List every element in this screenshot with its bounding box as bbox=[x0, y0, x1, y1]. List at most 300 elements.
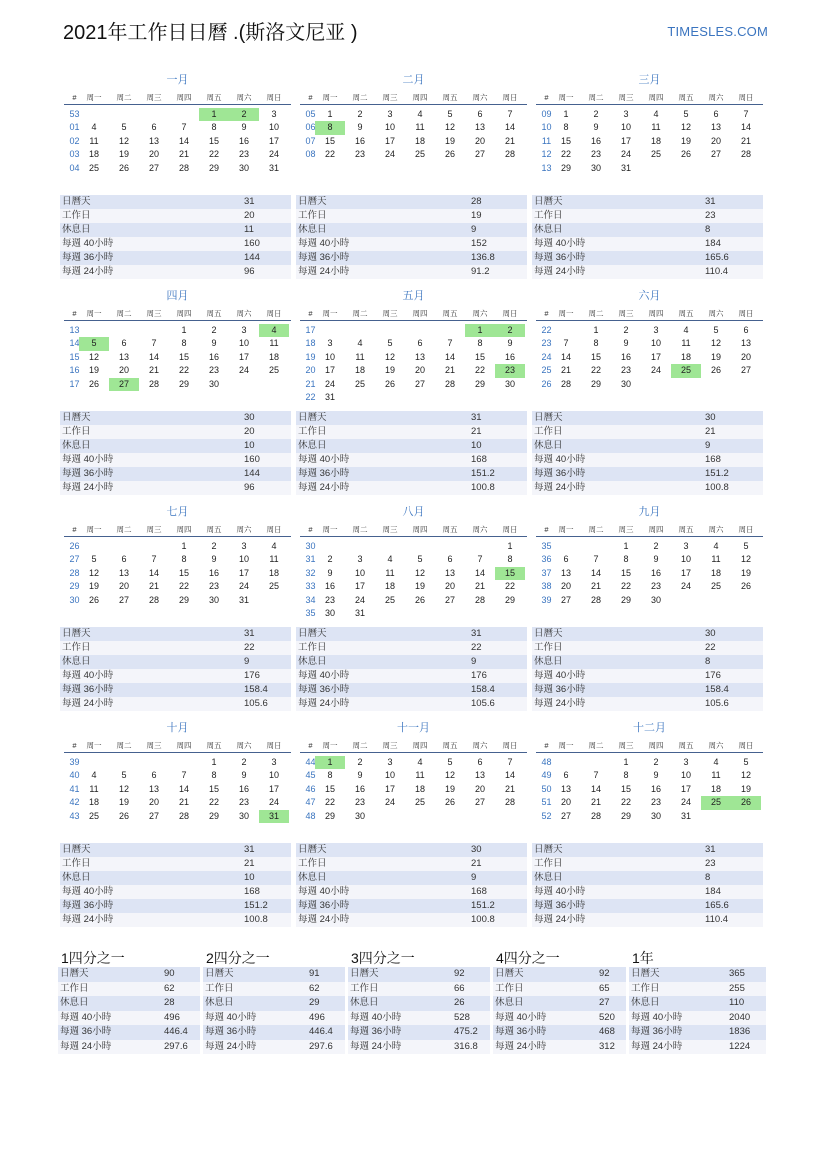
day-cell: 4 bbox=[387, 554, 393, 565]
week-number-header: # bbox=[72, 93, 77, 102]
summary-row bbox=[296, 481, 527, 495]
summary-row bbox=[348, 1025, 490, 1040]
week-row bbox=[64, 351, 291, 364]
day-cell: 30 bbox=[354, 810, 365, 821]
day-cell: 9 bbox=[623, 338, 629, 349]
summary-value: 160 bbox=[244, 454, 260, 465]
summary-row bbox=[296, 223, 527, 237]
summary-row bbox=[296, 885, 527, 899]
summary-label: 每週 24小時 bbox=[631, 1040, 683, 1052]
weekday-header: 周六 bbox=[236, 525, 252, 534]
summary-row bbox=[60, 641, 291, 655]
day-cell: 29 bbox=[560, 162, 571, 173]
weekday-header: 周日 bbox=[266, 309, 282, 318]
month-title: 十二月 bbox=[633, 722, 666, 734]
summary-value: 10 bbox=[471, 440, 482, 451]
summary-value: 31 bbox=[705, 196, 716, 207]
weekday-header: 周六 bbox=[236, 93, 252, 102]
summary-label: 日曆天 bbox=[350, 968, 379, 979]
week-number-header: # bbox=[544, 741, 549, 750]
day-cell: 9 bbox=[241, 122, 247, 133]
weekday-header: 周六 bbox=[472, 309, 488, 318]
summary-label: 每週 36小時 bbox=[534, 684, 586, 695]
weekday-header: 周一 bbox=[322, 741, 338, 750]
day-cell: 12 bbox=[740, 554, 751, 565]
summary-label: 每週 24小時 bbox=[62, 698, 114, 709]
summary-value: 110.4 bbox=[705, 266, 729, 277]
day-cell: 24 bbox=[680, 581, 691, 592]
day-cell: 13 bbox=[710, 122, 721, 133]
weekday-header: 周一 bbox=[322, 525, 338, 534]
summary-row bbox=[60, 481, 291, 495]
summary-row bbox=[296, 627, 527, 641]
day-cell: 2 bbox=[623, 325, 629, 335]
weekday-header: 周五 bbox=[678, 525, 694, 534]
week-row bbox=[300, 135, 527, 148]
holiday-day-cell: 31 bbox=[259, 810, 289, 823]
week-row bbox=[536, 108, 763, 121]
summary-value: 92 bbox=[454, 968, 465, 979]
summary-value: 31 bbox=[471, 628, 482, 639]
summary-row bbox=[203, 1040, 345, 1055]
day-cell: 6 bbox=[121, 338, 127, 349]
summary-label: 每週 40小時 bbox=[60, 1011, 112, 1023]
quarter-title: 1四分之一 bbox=[61, 950, 125, 966]
day-cell: 5 bbox=[417, 554, 423, 565]
month-summary-table bbox=[532, 627, 763, 711]
summary-label: 日曆天 bbox=[534, 844, 563, 855]
day-cell: 29 bbox=[178, 378, 189, 389]
quarter-summary-table bbox=[493, 967, 626, 1054]
day-cell: 28 bbox=[504, 797, 515, 808]
holiday-day-cell: 26 bbox=[731, 796, 761, 809]
summary-label: 工作日 bbox=[298, 858, 327, 869]
day-cell: 22 bbox=[178, 365, 189, 376]
summary-row bbox=[629, 1040, 766, 1055]
week-row bbox=[300, 783, 527, 796]
month-block-12 bbox=[536, 720, 763, 927]
day-cell: 3 bbox=[387, 757, 393, 767]
weekday-header: 周六 bbox=[708, 525, 724, 534]
week-row bbox=[536, 135, 763, 148]
day-cell: 16 bbox=[324, 581, 335, 592]
day-cell: 8 bbox=[211, 122, 217, 133]
month-summary-table bbox=[532, 843, 763, 927]
summary-value: 144 bbox=[244, 252, 260, 263]
day-cell: 18 bbox=[650, 135, 661, 146]
day-cell: 8 bbox=[623, 770, 629, 781]
day-cell: 31 bbox=[354, 608, 365, 618]
day-cell: 30 bbox=[504, 378, 515, 389]
summary-row bbox=[348, 1040, 490, 1055]
week-row bbox=[64, 553, 291, 566]
day-cell: 28 bbox=[178, 810, 189, 821]
day-cell: 25 bbox=[650, 149, 661, 160]
day-cell: 3 bbox=[683, 541, 689, 551]
week-number-header: # bbox=[544, 309, 549, 318]
week-number: 30 bbox=[69, 594, 80, 605]
day-cell: 14 bbox=[474, 567, 485, 578]
summary-value: 255 bbox=[729, 982, 745, 994]
day-cell: 26 bbox=[88, 378, 99, 389]
weekday-header: 周三 bbox=[382, 525, 398, 534]
day-cell: 4 bbox=[713, 757, 719, 767]
summary-label: 休息日 bbox=[534, 224, 563, 235]
summary-label: 每週 36小時 bbox=[62, 252, 114, 263]
weekday-header: 周二 bbox=[352, 741, 368, 750]
weekday-header: 周日 bbox=[738, 525, 754, 534]
summary-value: 91 bbox=[309, 968, 320, 979]
day-cell: 22 bbox=[178, 581, 189, 592]
summary-label: 每週 24小時 bbox=[534, 698, 586, 709]
day-cell: 10 bbox=[268, 122, 279, 133]
week-row bbox=[536, 337, 763, 350]
weekday-header: 周四 bbox=[648, 309, 664, 318]
day-cell: 27 bbox=[148, 810, 159, 821]
summary-value: 158.4 bbox=[705, 684, 729, 695]
day-cell: 4 bbox=[713, 541, 719, 551]
summary-value: 23 bbox=[705, 210, 716, 221]
summary-row bbox=[348, 1011, 490, 1026]
month-title: 四月 bbox=[166, 290, 189, 302]
day-cell: 15 bbox=[590, 351, 601, 362]
summary-label: 每週 40小時 bbox=[298, 238, 350, 249]
day-cell: 23 bbox=[354, 149, 365, 160]
summary-value: 31 bbox=[244, 844, 255, 855]
summary-value: 168 bbox=[471, 886, 487, 897]
day-cell: 14 bbox=[740, 122, 751, 133]
month-block-8 bbox=[300, 504, 527, 711]
week-number: 13 bbox=[541, 162, 552, 173]
day-cell: 17 bbox=[680, 567, 691, 578]
day-cell: 24 bbox=[238, 365, 249, 376]
summary-label: 每週 24小時 bbox=[298, 482, 350, 493]
day-cell: 1 bbox=[211, 757, 217, 767]
day-cell: 26 bbox=[414, 594, 425, 605]
summary-value: 297.6 bbox=[164, 1040, 188, 1052]
week-number: 31 bbox=[305, 554, 316, 565]
week-number: 45 bbox=[305, 770, 316, 781]
week-number: 22 bbox=[541, 325, 552, 335]
holiday-day-cell: 8 bbox=[315, 121, 345, 134]
day-cell: 22 bbox=[474, 365, 485, 376]
week-number: 17 bbox=[69, 378, 80, 389]
summary-label: 休息日 bbox=[495, 997, 524, 1008]
summary-row bbox=[60, 411, 291, 425]
summary-row bbox=[60, 195, 291, 209]
day-cell: 17 bbox=[268, 783, 279, 794]
day-cell: 9 bbox=[507, 338, 513, 349]
day-cell: 4 bbox=[357, 338, 363, 349]
day-cell: 5 bbox=[743, 757, 749, 767]
day-cell: 25 bbox=[268, 581, 279, 592]
day-cell: 22 bbox=[620, 797, 631, 808]
summary-value: 496 bbox=[309, 1011, 325, 1023]
summary-value: 20 bbox=[244, 426, 255, 437]
weekday-header: 周五 bbox=[206, 525, 222, 534]
day-cell: 13 bbox=[118, 567, 129, 578]
summary-row bbox=[296, 439, 527, 453]
day-cell: 31 bbox=[680, 810, 691, 821]
day-cell: 16 bbox=[354, 135, 365, 146]
day-cell: 22 bbox=[324, 149, 335, 160]
summary-row bbox=[60, 251, 291, 265]
summary-value: 21 bbox=[471, 858, 482, 869]
summary-row bbox=[532, 871, 763, 885]
summary-value: 176 bbox=[471, 670, 487, 681]
summary-label: 每週 36小時 bbox=[534, 468, 586, 479]
day-cell: 5 bbox=[121, 122, 127, 133]
day-cell: 16 bbox=[208, 567, 219, 578]
day-cell: 28 bbox=[148, 378, 159, 389]
day-cell: 2 bbox=[653, 757, 659, 767]
weekday-header: 周六 bbox=[236, 309, 252, 318]
day-cell: 1 bbox=[623, 757, 629, 767]
day-cell: 15 bbox=[178, 351, 189, 362]
summary-label: 每週 40小時 bbox=[205, 1011, 257, 1023]
summary-label: 每週 40小時 bbox=[534, 670, 586, 681]
summary-row bbox=[493, 982, 626, 997]
summary-value: 136.8 bbox=[471, 252, 495, 263]
summary-row bbox=[60, 223, 291, 237]
week-number: 22 bbox=[305, 392, 316, 402]
day-cell: 2 bbox=[211, 325, 217, 335]
day-cell: 28 bbox=[590, 594, 601, 605]
day-cell: 9 bbox=[593, 122, 599, 133]
weekday-header: 周二 bbox=[588, 741, 604, 750]
day-cell: 24 bbox=[238, 581, 249, 592]
summary-value: 168 bbox=[244, 886, 260, 897]
week-number: 03 bbox=[69, 149, 80, 160]
day-cell: 14 bbox=[560, 351, 571, 362]
week-row bbox=[300, 607, 527, 620]
day-cell: 4 bbox=[271, 541, 277, 551]
day-cell: 7 bbox=[507, 757, 513, 767]
day-cell: 12 bbox=[740, 770, 751, 781]
summary-row bbox=[296, 453, 527, 467]
week-number-header: # bbox=[72, 309, 77, 318]
day-cell: 7 bbox=[593, 554, 599, 565]
day-cell: 10 bbox=[680, 554, 691, 565]
day-cell: 10 bbox=[384, 122, 395, 133]
day-cell: 20 bbox=[148, 149, 159, 160]
day-cell: 20 bbox=[740, 351, 751, 362]
summary-value: 66 bbox=[454, 982, 465, 994]
day-cell: 10 bbox=[680, 770, 691, 781]
summary-row bbox=[532, 209, 763, 223]
week-row bbox=[64, 594, 291, 607]
week-number: 10 bbox=[541, 122, 552, 133]
summary-row bbox=[60, 899, 291, 913]
week-number: 35 bbox=[305, 608, 316, 618]
day-cell: 27 bbox=[740, 365, 751, 376]
month-summary-table bbox=[60, 843, 291, 927]
month-summary-table bbox=[296, 411, 527, 495]
summary-value: 11 bbox=[244, 224, 254, 235]
day-cell: 11 bbox=[711, 770, 721, 781]
summary-label: 休息日 bbox=[62, 440, 91, 451]
day-cell: 15 bbox=[178, 567, 189, 578]
day-cell: 19 bbox=[414, 581, 425, 592]
week-row bbox=[536, 378, 763, 391]
summary-row bbox=[532, 481, 763, 495]
day-cell: 7 bbox=[181, 770, 187, 781]
summary-value: 19 bbox=[471, 210, 482, 221]
day-cell: 12 bbox=[444, 770, 455, 781]
day-cell: 6 bbox=[121, 554, 127, 565]
weekday-header: 周二 bbox=[352, 525, 368, 534]
summary-value: 151.2 bbox=[471, 900, 495, 911]
week-number: 46 bbox=[305, 783, 316, 794]
day-cell: 9 bbox=[653, 554, 659, 565]
day-cell: 4 bbox=[653, 109, 659, 119]
summary-label: 工作日 bbox=[205, 982, 234, 994]
day-cell: 5 bbox=[121, 770, 127, 781]
summary-label: 每週 36小時 bbox=[495, 1026, 547, 1037]
day-cell: 17 bbox=[238, 567, 249, 578]
day-cell: 19 bbox=[88, 365, 99, 376]
quarter-summary-table bbox=[348, 967, 490, 1054]
summary-value: 8 bbox=[705, 872, 711, 883]
weekday-header-row bbox=[300, 92, 527, 105]
summary-value: 29 bbox=[309, 997, 320, 1008]
day-cell: 8 bbox=[211, 770, 217, 781]
day-cell: 23 bbox=[590, 149, 601, 160]
day-cell: 19 bbox=[118, 797, 129, 808]
day-cell: 16 bbox=[238, 783, 249, 794]
week-number: 02 bbox=[69, 135, 80, 146]
day-cell: 13 bbox=[560, 783, 571, 794]
week-row bbox=[64, 580, 291, 593]
day-cell: 3 bbox=[653, 325, 659, 335]
week-number: 50 bbox=[541, 783, 552, 794]
day-cell: 23 bbox=[208, 365, 219, 376]
day-cell: 14 bbox=[148, 567, 159, 578]
week-number-header: # bbox=[544, 93, 549, 102]
day-cell: 3 bbox=[623, 109, 629, 119]
month-block-10 bbox=[64, 720, 291, 927]
weekday-header: 周二 bbox=[116, 93, 132, 102]
summary-row bbox=[493, 1011, 626, 1026]
summary-value: 151.2 bbox=[705, 468, 729, 479]
summary-row bbox=[296, 899, 527, 913]
holiday-day-cell: 25 bbox=[671, 364, 701, 377]
summary-value: 158.4 bbox=[244, 684, 268, 695]
summary-row bbox=[60, 871, 291, 885]
weekday-header-row bbox=[536, 92, 763, 105]
weekday-header-row bbox=[536, 308, 763, 321]
summary-value: 27 bbox=[599, 997, 610, 1008]
summary-row bbox=[532, 697, 763, 711]
week-row bbox=[64, 540, 291, 553]
month-summary-table bbox=[60, 627, 291, 711]
summary-row bbox=[532, 237, 763, 251]
summary-label: 每週 24小時 bbox=[298, 266, 350, 277]
summary-label: 每週 24小時 bbox=[62, 266, 114, 277]
summary-label: 休息日 bbox=[298, 872, 327, 883]
week-row bbox=[64, 324, 291, 337]
weekday-header: 周六 bbox=[472, 525, 488, 534]
summary-label: 每週 40小時 bbox=[534, 886, 586, 897]
day-cell: 13 bbox=[118, 351, 129, 362]
week-number: 18 bbox=[305, 338, 316, 349]
summary-row bbox=[629, 982, 766, 997]
day-cell: 19 bbox=[384, 365, 395, 376]
day-cell: 24 bbox=[268, 797, 279, 808]
weekday-header: 周四 bbox=[412, 525, 428, 534]
day-cell: 10 bbox=[620, 122, 631, 133]
weekday-header-row bbox=[300, 740, 527, 753]
summary-value: 21 bbox=[244, 858, 255, 869]
summary-value: 92 bbox=[599, 968, 610, 979]
summary-label: 日曆天 bbox=[298, 412, 327, 423]
day-cell: 17 bbox=[384, 783, 395, 794]
summary-value: 160 bbox=[244, 238, 260, 249]
day-cell: 7 bbox=[507, 109, 513, 119]
quarter-title: 4四分之一 bbox=[496, 950, 560, 966]
summary-row bbox=[532, 467, 763, 481]
summary-value: 20 bbox=[244, 210, 255, 221]
day-cell: 30 bbox=[238, 810, 249, 821]
day-cell: 6 bbox=[417, 338, 423, 349]
summary-row bbox=[296, 871, 527, 885]
quarter-summary-1 bbox=[58, 950, 200, 1054]
week-row bbox=[64, 148, 291, 161]
summary-row bbox=[532, 885, 763, 899]
quarter-summary-table bbox=[58, 967, 200, 1054]
summary-value: 31 bbox=[471, 412, 482, 423]
week-row bbox=[64, 121, 291, 134]
weekday-header: 周三 bbox=[146, 309, 162, 318]
day-cell: 1 bbox=[563, 109, 569, 119]
weekday-header: 周日 bbox=[738, 741, 754, 750]
day-cell: 15 bbox=[474, 351, 485, 362]
summary-row bbox=[60, 669, 291, 683]
summary-value: 496 bbox=[164, 1011, 180, 1023]
summary-label: 每週 36小時 bbox=[534, 252, 586, 263]
day-cell: 21 bbox=[560, 365, 571, 376]
day-cell: 17 bbox=[680, 783, 691, 794]
day-cell: 28 bbox=[740, 149, 751, 160]
day-cell: 10 bbox=[324, 351, 335, 362]
week-number: 35 bbox=[541, 541, 552, 551]
summary-label: 休息日 bbox=[534, 440, 563, 451]
summary-row bbox=[60, 265, 291, 279]
summary-label: 休息日 bbox=[298, 440, 327, 451]
summary-label: 工作日 bbox=[534, 426, 563, 437]
day-cell: 21 bbox=[474, 581, 485, 592]
day-cell: 26 bbox=[118, 162, 129, 173]
weekday-header: 周五 bbox=[678, 309, 694, 318]
week-row bbox=[536, 351, 763, 364]
day-cell: 11 bbox=[651, 122, 661, 133]
day-cell: 21 bbox=[148, 365, 159, 376]
summary-label: 休息日 bbox=[60, 997, 89, 1008]
day-cell: 7 bbox=[447, 338, 453, 349]
day-cell: 14 bbox=[590, 783, 601, 794]
week-row bbox=[300, 553, 527, 566]
day-cell: 28 bbox=[178, 162, 189, 173]
week-row bbox=[536, 580, 763, 593]
day-cell: 8 bbox=[181, 554, 187, 565]
day-cell: 1 bbox=[327, 109, 333, 119]
week-number: 11 bbox=[541, 135, 552, 146]
summary-value: 144 bbox=[244, 468, 260, 479]
weekday-header: 周五 bbox=[678, 741, 694, 750]
summary-value: 152 bbox=[471, 238, 487, 249]
summary-value: 100.8 bbox=[244, 914, 268, 925]
day-cell: 1 bbox=[507, 541, 513, 551]
